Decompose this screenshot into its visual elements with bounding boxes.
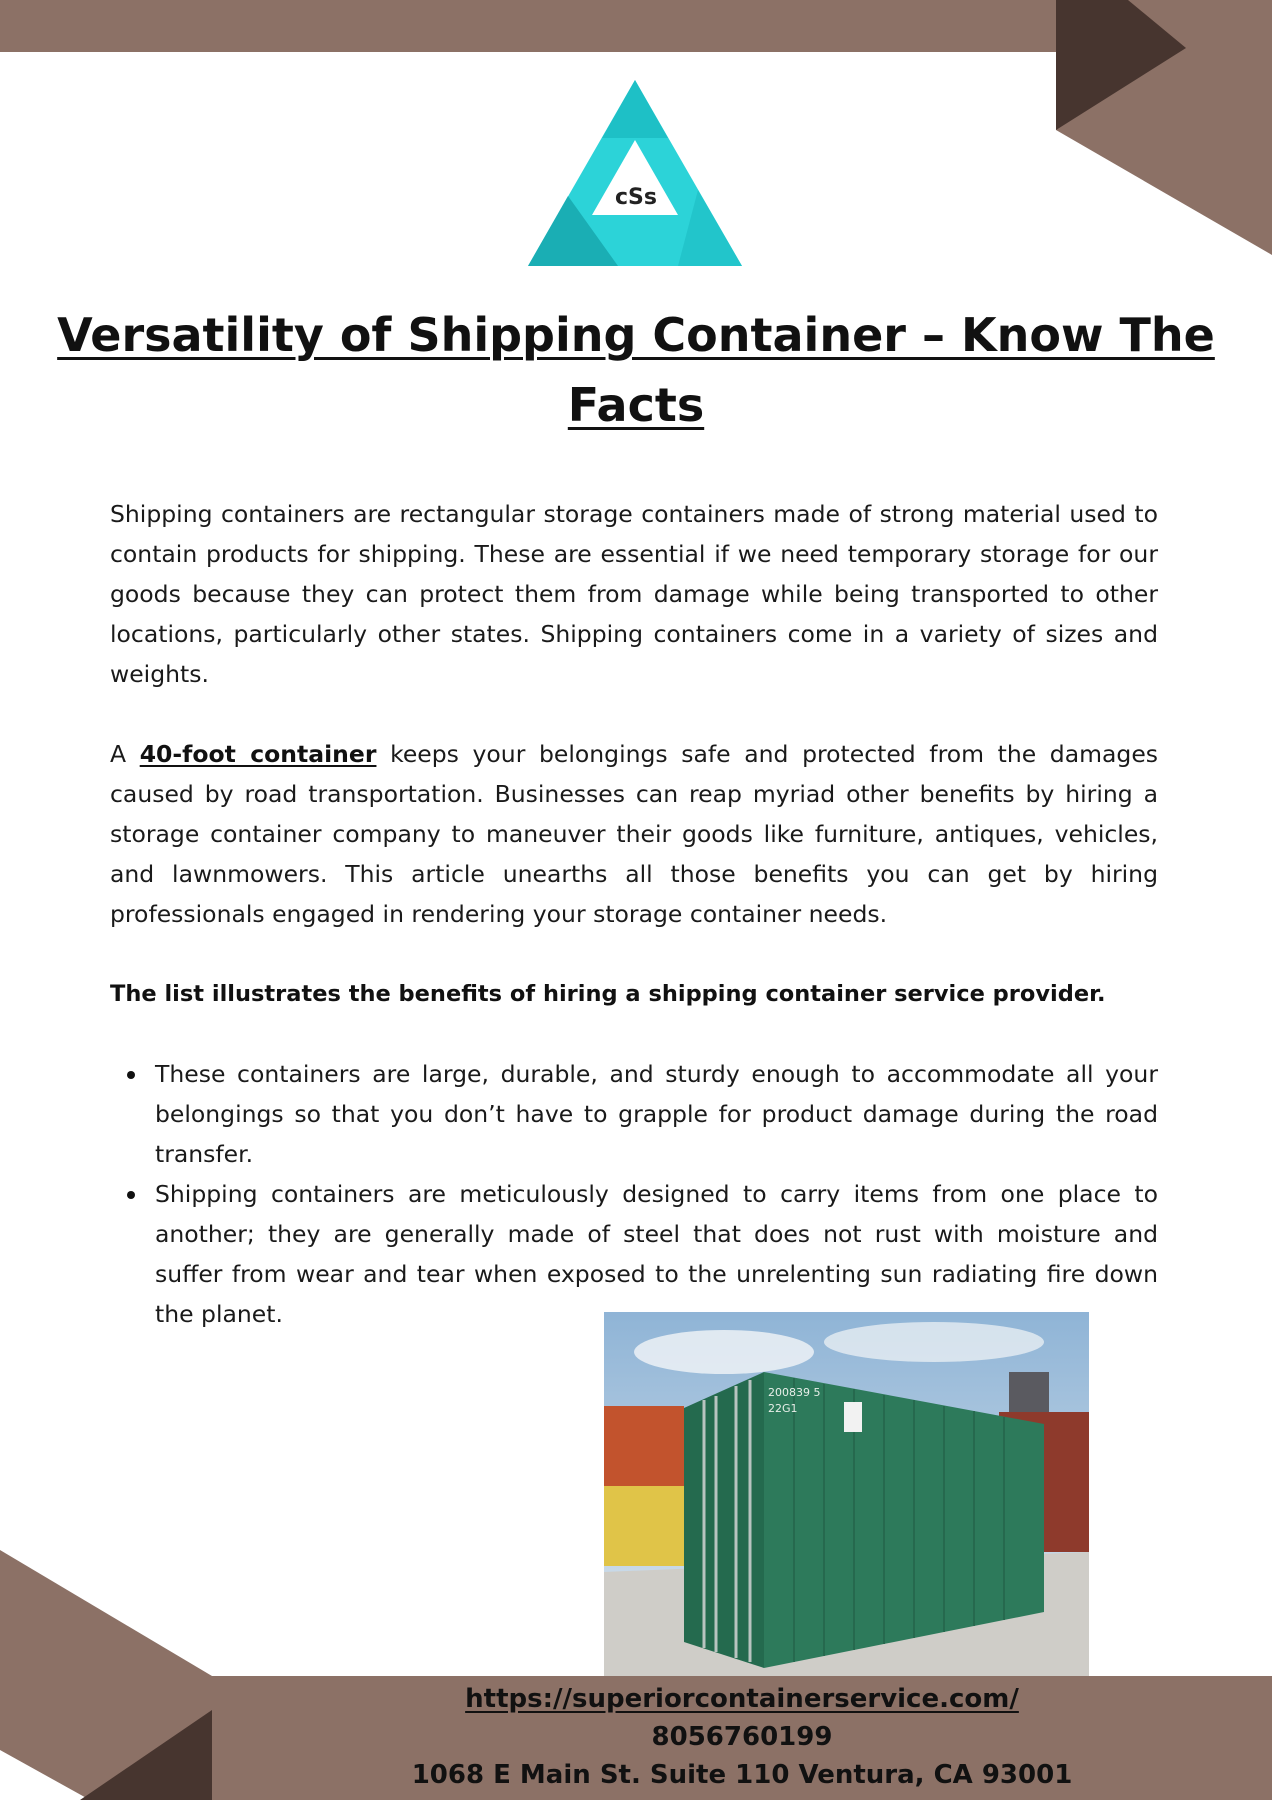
benefits-heading: The list illustrates the benefits of hiring a shipping container service provider. <box>110 981 1106 1007</box>
container-type-code: 22G1 <box>768 1402 798 1415</box>
page-title: Versatility of Shipping Container – Know The Facts <box>57 308 1215 432</box>
bottom-left-corner-decoration <box>0 1550 212 1800</box>
top-right-corner-decoration <box>1056 0 1272 260</box>
list-item-text: Shipping containers are meticulously designed to carry items from one place to another; they are generally made of steel that does not rust with moisture and suffer from wear and tear when exposed to the unrelenting sun radiating fire down the planet. <box>155 1180 1158 1328</box>
logo-text: cSs <box>615 185 657 210</box>
bullet-icon <box>127 1071 135 1079</box>
list-item <box>110 1054 1158 1174</box>
company-logo <box>528 80 742 266</box>
list-item-text: These containers are large, durable, and sturdy enough to accommodate all your belongings so that you don’t have to grapple for product damage during the road transfer. <box>155 1060 1158 1168</box>
list-item <box>110 1174 1158 1334</box>
shipping-container-photo <box>604 1312 1089 1676</box>
benefits-list <box>110 1054 1158 1334</box>
bullet-icon <box>127 1191 135 1199</box>
container-paragraph <box>110 734 1158 934</box>
intro-paragraph: Shipping containers are rectangular storage containers made of strong material used to contain products for shipping. These are essential if we need temporary storage for our goods because they can protect them from damage while being transported to other locations, particularly other states. Shipping containers come in a variety of sizes and weights. <box>110 500 1158 688</box>
phone-number: 8056760199 <box>651 1722 833 1752</box>
footer-band <box>212 1676 1272 1800</box>
paragraph-prefix: A <box>110 740 140 768</box>
container-code: 200839 5 <box>768 1386 821 1399</box>
paragraph-rest: keeps your belongings safe and protected from the damages caused by road transportation. Businesses can reap myriad other benefits by hiring a storage container company to maneuver their goods like furniture, antiques, vehicles, and lawnmowers. This article unearths all those benefits you can get by hiring professionals engaged in rendering your storage container needs. <box>110 740 1159 928</box>
address: 1068 E Main St. Suite 110 Ventura, CA 93001 <box>411 1760 1073 1790</box>
forty-foot-container-link[interactable]: 40-foot container <box>139 740 377 768</box>
website-link[interactable]: https://superiorcontainerservice.com/ <box>465 1684 1019 1714</box>
